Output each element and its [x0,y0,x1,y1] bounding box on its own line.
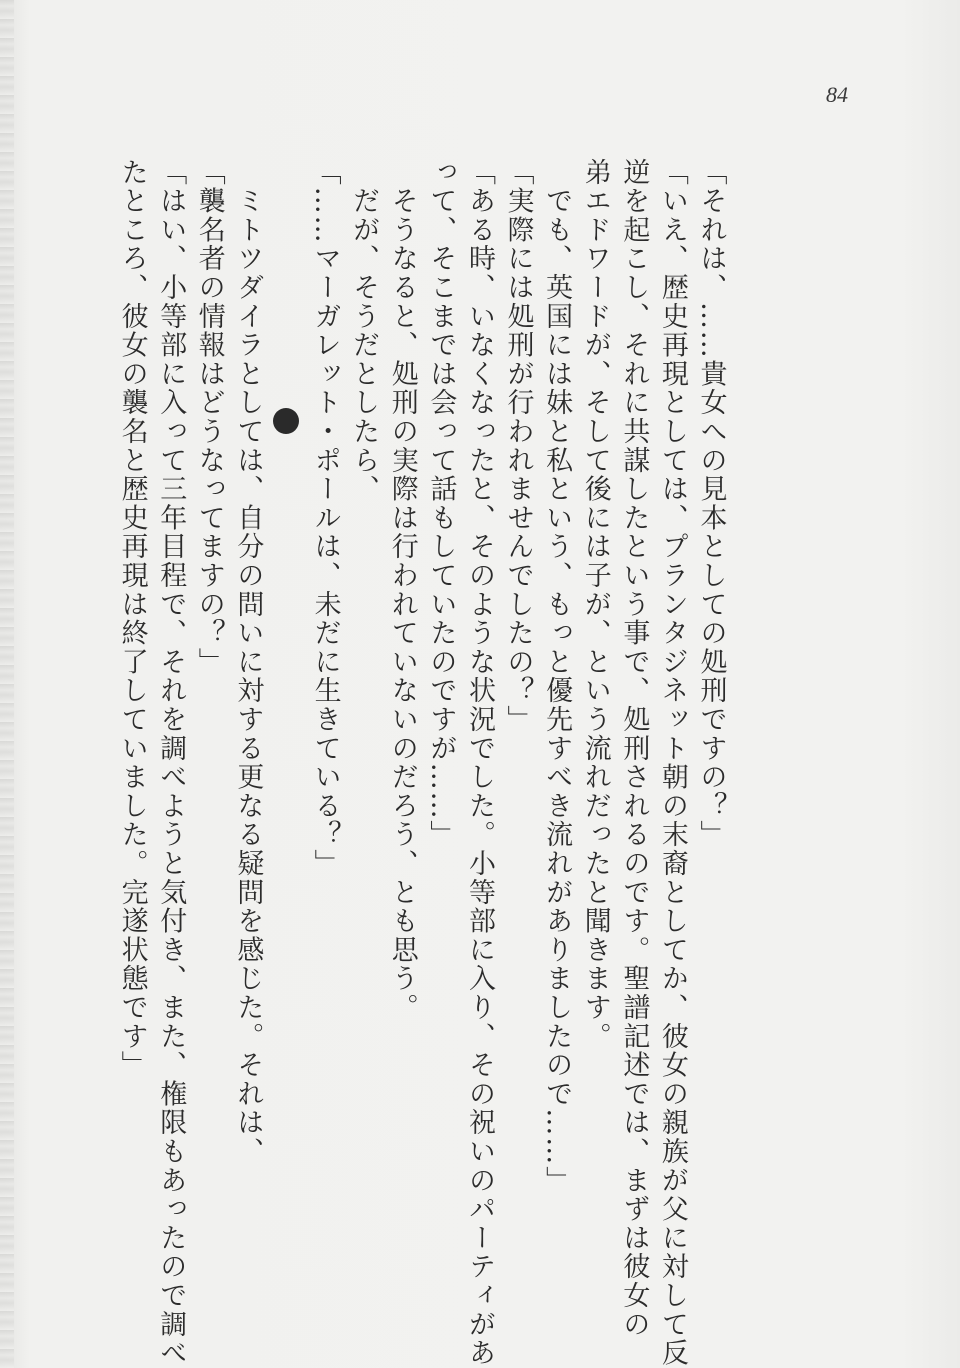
page-edge-shadow [0,0,14,1368]
section-break-dot [273,408,299,434]
text-line: 「……マーガレット・ポールは、未だに生きている？」 [309,158,341,878]
text-line: たところ、彼女の襲名と歴史再現は終了していました。完遂状態です」 [116,158,148,1080]
text-line: 逆を起こし、それに共謀したという事で、処刑されるのです。聖譜記述では、まずは彼女の [618,158,650,1339]
text-line: そうなると、処刑の実際は行われていないのだろう、とも思う。 [386,158,418,1022]
text-line: って、そこまでは会って話もしていたのですが……」 [425,158,457,850]
text-line: だが、そうだとしたら、 [348,158,380,504]
text-line: 「はい、小等部に入って三年目程で、それを調べようと気付き、また、権限もあったので調べ [155,158,187,1368]
text-line: 「いえ、歴史再現としては、プランタジネット朝の末裔としてか、彼女の親族が父に対して反 [656,158,688,1368]
text-line: ミトツダイラとしては、自分の問いに対する更なる疑問を感じた。それは、 [232,158,264,1166]
vertical-text-body [112,158,730,1368]
section-break [266,158,305,1308]
page-number: 84 [826,82,848,107]
text-line: 「実際には処刑が行われませんでしたの？」 [502,158,534,734]
text-line: 「それは、……貴女への見本としての処刑ですの？」 [695,158,727,850]
text-line: 「ある時、いなくなったと、そのような状況でした。小等部に入り、その祝いのパーティがあ [463,158,495,1368]
text-line: でも、英国には妹と私という、もっと優先すべき流れがありましたので……」 [541,158,573,1195]
text-line: 「襲名者の情報はどうなってますの？」 [193,158,225,677]
text-line: 弟エドワードが、そして後には子が、という流れだったと聞きます。 [579,158,611,1051]
